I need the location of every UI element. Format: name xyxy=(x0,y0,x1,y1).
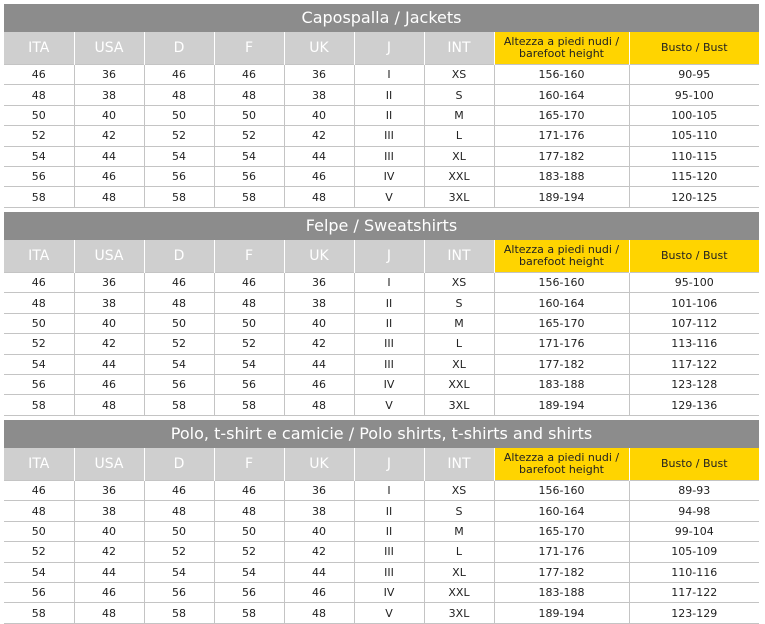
table-cell: 40 xyxy=(284,521,354,541)
table-cell: 42 xyxy=(284,126,354,146)
table-cell: L xyxy=(424,126,494,146)
table-cell: M xyxy=(424,105,494,125)
table-cell: 52 xyxy=(4,334,74,354)
size-table xyxy=(4,240,759,416)
table-cell: XXL xyxy=(424,374,494,394)
table-cell: 50 xyxy=(214,105,284,125)
table-cell: 50 xyxy=(144,521,214,541)
table-cell: 189-194 xyxy=(494,603,629,623)
table-cell: 46 xyxy=(214,481,284,501)
table-cell: 46 xyxy=(284,582,354,602)
table-cell: 54 xyxy=(4,562,74,582)
column-header: D xyxy=(144,240,214,273)
column-header: INT xyxy=(424,32,494,65)
table-cell: 38 xyxy=(74,293,144,313)
table-cell: 44 xyxy=(284,146,354,166)
table-row xyxy=(4,521,759,541)
table-row xyxy=(4,562,759,582)
table-cell: 38 xyxy=(284,501,354,521)
table-row xyxy=(4,501,759,521)
column-header: F xyxy=(214,448,284,481)
table-cell: II xyxy=(354,293,424,313)
table-cell: 46 xyxy=(284,166,354,186)
table-cell: 110-116 xyxy=(629,562,759,582)
table-cell: 36 xyxy=(74,65,144,85)
table-cell: L xyxy=(424,334,494,354)
table-cell: 48 xyxy=(284,395,354,415)
table-cell: III xyxy=(354,146,424,166)
table-cell: 46 xyxy=(144,65,214,85)
column-header: F xyxy=(214,240,284,273)
table-cell: 94-98 xyxy=(629,501,759,521)
table-row xyxy=(4,334,759,354)
table-cell: 56 xyxy=(144,374,214,394)
table-cell: 40 xyxy=(284,105,354,125)
table-cell: 156-160 xyxy=(494,481,629,501)
table-cell: 54 xyxy=(144,562,214,582)
table-cell: 117-122 xyxy=(629,582,759,602)
table-cell: IV xyxy=(354,166,424,186)
table-row xyxy=(4,374,759,394)
table-cell: 36 xyxy=(284,481,354,501)
column-header: INT xyxy=(424,448,494,481)
table-cell: 52 xyxy=(144,542,214,562)
table-title: Felpe / Sweatshirts xyxy=(4,212,759,240)
table-cell: 120-125 xyxy=(629,187,759,207)
table-cell: 46 xyxy=(74,374,144,394)
table-cell: 115-120 xyxy=(629,166,759,186)
table-cell: 165-170 xyxy=(494,313,629,333)
column-header: USA xyxy=(74,448,144,481)
table-row xyxy=(4,395,759,415)
table-cell: 48 xyxy=(74,395,144,415)
table-cell: 58 xyxy=(144,187,214,207)
size-table xyxy=(4,448,759,624)
table-cell: 46 xyxy=(214,273,284,293)
table-cell: 113-116 xyxy=(629,334,759,354)
table-cell: 54 xyxy=(144,146,214,166)
column-header: ITA xyxy=(4,32,74,65)
table-cell: 54 xyxy=(4,354,74,374)
table-cell: II xyxy=(354,501,424,521)
table-cell: 58 xyxy=(214,187,284,207)
table-cell: 89-93 xyxy=(629,481,759,501)
table-cell: 48 xyxy=(74,187,144,207)
table-cell: 36 xyxy=(284,273,354,293)
table-cell: 36 xyxy=(74,273,144,293)
table-cell: 46 xyxy=(144,273,214,293)
table-cell: 40 xyxy=(74,313,144,333)
column-header: J xyxy=(354,240,424,273)
table-row xyxy=(4,126,759,146)
table-cell: IV xyxy=(354,582,424,602)
table-cell: XS xyxy=(424,65,494,85)
table-cell: XS xyxy=(424,273,494,293)
table-cell: 54 xyxy=(144,354,214,374)
table-cell: 46 xyxy=(4,65,74,85)
table-title: Capospalla / Jackets xyxy=(4,4,759,32)
table-cell: 171-176 xyxy=(494,126,629,146)
table-cell: 40 xyxy=(284,313,354,333)
table-cell: 156-160 xyxy=(494,65,629,85)
table-cell: 48 xyxy=(144,85,214,105)
table-cell: 40 xyxy=(74,105,144,125)
table-cell: 38 xyxy=(74,501,144,521)
table-cell: 189-194 xyxy=(494,395,629,415)
table-cell: 56 xyxy=(214,374,284,394)
table-cell: 42 xyxy=(74,126,144,146)
table-cell: 52 xyxy=(214,126,284,146)
column-header: ITA xyxy=(4,448,74,481)
table-cell: 36 xyxy=(284,65,354,85)
column-header: Altezza a piedi nudi / barefoot height xyxy=(494,448,629,481)
header-row xyxy=(4,240,759,273)
table-cell: 90-95 xyxy=(629,65,759,85)
table-cell: 42 xyxy=(284,334,354,354)
table-cell: 56 xyxy=(214,582,284,602)
table-row xyxy=(4,187,759,207)
table-row xyxy=(4,293,759,313)
table-cell: 52 xyxy=(214,542,284,562)
table-cell: 38 xyxy=(74,85,144,105)
table-cell: 58 xyxy=(4,603,74,623)
table-cell: 50 xyxy=(144,105,214,125)
table-cell: 177-182 xyxy=(494,562,629,582)
table-cell: IV xyxy=(354,374,424,394)
table-cell: II xyxy=(354,313,424,333)
table-cell: 58 xyxy=(214,603,284,623)
column-header: Altezza a piedi nudi / barefoot height xyxy=(494,240,629,273)
table-cell: 46 xyxy=(74,582,144,602)
table-cell: 56 xyxy=(144,582,214,602)
table-cell: M xyxy=(424,521,494,541)
table-cell: III xyxy=(354,542,424,562)
table-cell: 50 xyxy=(4,521,74,541)
table-row xyxy=(4,85,759,105)
column-header: Busto / Bust xyxy=(629,448,759,481)
table-cell: S xyxy=(424,501,494,521)
table-cell: 54 xyxy=(214,562,284,582)
size-table-polo-shirts xyxy=(4,420,759,624)
table-cell: 48 xyxy=(4,501,74,521)
table-cell: I xyxy=(354,273,424,293)
table-cell: 54 xyxy=(4,146,74,166)
table-cell: III xyxy=(354,334,424,354)
table-cell: 44 xyxy=(284,354,354,374)
table-cell: III xyxy=(354,562,424,582)
column-header: UK xyxy=(284,32,354,65)
table-cell: 54 xyxy=(214,146,284,166)
table-row xyxy=(4,603,759,623)
table-cell: V xyxy=(354,603,424,623)
header-row xyxy=(4,32,759,65)
table-cell: 99-104 xyxy=(629,521,759,541)
table-cell: 44 xyxy=(284,562,354,582)
column-header: Altezza a piedi nudi / barefoot height xyxy=(494,32,629,65)
table-cell: 44 xyxy=(74,562,144,582)
column-header: USA xyxy=(74,32,144,65)
table-cell: 48 xyxy=(4,85,74,105)
table-cell: 48 xyxy=(284,187,354,207)
column-header: USA xyxy=(74,240,144,273)
table-cell: L xyxy=(424,542,494,562)
size-table xyxy=(4,32,759,208)
table-cell: 38 xyxy=(284,85,354,105)
column-header: F xyxy=(214,32,284,65)
column-header: UK xyxy=(284,448,354,481)
table-cell: 50 xyxy=(214,313,284,333)
table-cell: III xyxy=(354,126,424,146)
table-cell: 110-115 xyxy=(629,146,759,166)
table-cell: 189-194 xyxy=(494,187,629,207)
table-cell: 171-176 xyxy=(494,542,629,562)
table-cell: 165-170 xyxy=(494,105,629,125)
table-cell: 58 xyxy=(4,395,74,415)
table-title: Polo, t-shirt e camicie / Polo shirts, t-shirts and shirts xyxy=(4,420,759,448)
table-cell: 129-136 xyxy=(629,395,759,415)
table-cell: 46 xyxy=(284,374,354,394)
table-cell: 3XL xyxy=(424,603,494,623)
table-cell: 3XL xyxy=(424,187,494,207)
table-cell: XL xyxy=(424,146,494,166)
table-cell: V xyxy=(354,187,424,207)
table-cell: 42 xyxy=(74,542,144,562)
table-cell: 123-128 xyxy=(629,374,759,394)
table-cell: 58 xyxy=(144,395,214,415)
table-cell: 58 xyxy=(214,395,284,415)
table-cell: 50 xyxy=(144,313,214,333)
table-cell: 40 xyxy=(74,521,144,541)
column-header: D xyxy=(144,448,214,481)
table-row xyxy=(4,582,759,602)
table-cell: 48 xyxy=(144,501,214,521)
table-cell: M xyxy=(424,313,494,333)
table-cell: II xyxy=(354,521,424,541)
table-cell: 52 xyxy=(4,126,74,146)
table-cell: 46 xyxy=(4,481,74,501)
table-cell: III xyxy=(354,354,424,374)
table-cell: 46 xyxy=(74,166,144,186)
table-cell: 56 xyxy=(214,166,284,186)
table-row xyxy=(4,273,759,293)
table-cell: 50 xyxy=(214,521,284,541)
table-cell: 3XL xyxy=(424,395,494,415)
table-cell: 95-100 xyxy=(629,273,759,293)
table-row xyxy=(4,542,759,562)
header-row xyxy=(4,448,759,481)
table-cell: 48 xyxy=(4,293,74,313)
table-cell: 48 xyxy=(284,603,354,623)
table-cell: 52 xyxy=(144,334,214,354)
table-cell: 44 xyxy=(74,354,144,374)
table-cell: XL xyxy=(424,354,494,374)
table-cell: I xyxy=(354,481,424,501)
table-cell: 46 xyxy=(214,65,284,85)
table-cell: 160-164 xyxy=(494,293,629,313)
table-cell: 56 xyxy=(144,166,214,186)
table-cell: II xyxy=(354,105,424,125)
table-cell: 171-176 xyxy=(494,334,629,354)
column-header: INT xyxy=(424,240,494,273)
table-cell: V xyxy=(354,395,424,415)
table-row xyxy=(4,146,759,166)
table-cell: I xyxy=(354,65,424,85)
table-row xyxy=(4,354,759,374)
column-header: ITA xyxy=(4,240,74,273)
column-header: J xyxy=(354,32,424,65)
column-header: Busto / Bust xyxy=(629,240,759,273)
table-cell: 105-110 xyxy=(629,126,759,146)
table-cell: 56 xyxy=(4,166,74,186)
table-cell: 42 xyxy=(284,542,354,562)
table-cell: 38 xyxy=(284,293,354,313)
table-cell: 46 xyxy=(144,481,214,501)
table-cell: II xyxy=(354,85,424,105)
table-cell: 107-112 xyxy=(629,313,759,333)
table-cell: 48 xyxy=(74,603,144,623)
table-row xyxy=(4,105,759,125)
table-cell: 46 xyxy=(4,273,74,293)
table-cell: 177-182 xyxy=(494,146,629,166)
table-cell: 156-160 xyxy=(494,273,629,293)
table-cell: S xyxy=(424,85,494,105)
table-cell: 48 xyxy=(144,293,214,313)
table-cell: 183-188 xyxy=(494,166,629,186)
table-cell: 50 xyxy=(4,313,74,333)
table-cell: 50 xyxy=(4,105,74,125)
column-header: Busto / Bust xyxy=(629,32,759,65)
column-header: UK xyxy=(284,240,354,273)
column-header: D xyxy=(144,32,214,65)
table-cell: 42 xyxy=(74,334,144,354)
table-cell: XXL xyxy=(424,582,494,602)
table-cell: 56 xyxy=(4,582,74,602)
table-cell: 101-106 xyxy=(629,293,759,313)
table-cell: 160-164 xyxy=(494,501,629,521)
table-cell: S xyxy=(424,293,494,313)
table-cell: 123-129 xyxy=(629,603,759,623)
table-cell: 183-188 xyxy=(494,582,629,602)
table-cell: 48 xyxy=(214,501,284,521)
size-table-felpe-sweatshirts xyxy=(4,212,759,416)
table-cell: 58 xyxy=(4,187,74,207)
table-cell: XXL xyxy=(424,166,494,186)
table-row xyxy=(4,166,759,186)
table-cell: 183-188 xyxy=(494,374,629,394)
table-cell: 117-122 xyxy=(629,354,759,374)
table-row xyxy=(4,65,759,85)
table-cell: XL xyxy=(424,562,494,582)
table-cell: 177-182 xyxy=(494,354,629,374)
table-cell: 44 xyxy=(74,146,144,166)
table-cell: 105-109 xyxy=(629,542,759,562)
table-cell: 58 xyxy=(144,603,214,623)
table-cell: 165-170 xyxy=(494,521,629,541)
table-cell: 48 xyxy=(214,85,284,105)
table-row xyxy=(4,313,759,333)
table-row xyxy=(4,481,759,501)
table-cell: 52 xyxy=(4,542,74,562)
table-cell: 100-105 xyxy=(629,105,759,125)
size-table-capospalla-jackets xyxy=(4,4,759,208)
table-cell: 52 xyxy=(214,334,284,354)
table-cell: 48 xyxy=(214,293,284,313)
table-cell: 54 xyxy=(214,354,284,374)
table-cell: 95-100 xyxy=(629,85,759,105)
table-cell: 36 xyxy=(74,481,144,501)
table-cell: XS xyxy=(424,481,494,501)
table-cell: 56 xyxy=(4,374,74,394)
table-cell: 52 xyxy=(144,126,214,146)
table-cell: 160-164 xyxy=(494,85,629,105)
column-header: J xyxy=(354,448,424,481)
